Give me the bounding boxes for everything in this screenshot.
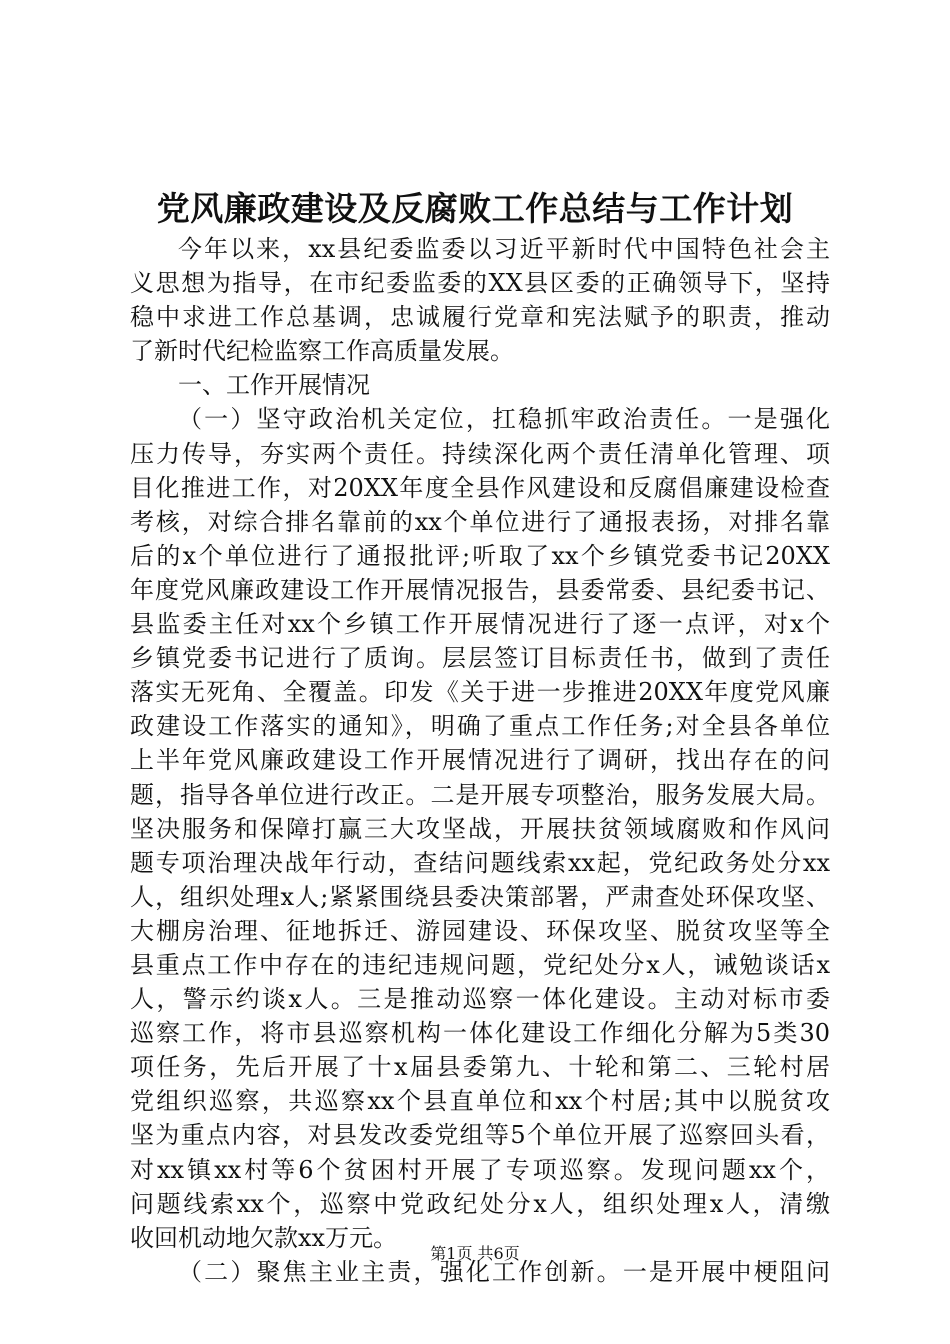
text-line: 了新时代纪检监察工作高质量发展。: [130, 337, 514, 366]
text-line: 今年以来，xx县纪委监委以习近平新时代中国特色社会主: [178, 235, 830, 263]
text-line: 年度党风廉政建设工作开展情况报告，县委常委、县纪委书记、: [130, 575, 830, 604]
text-line: 压力传导，夯实两个责任。持续深化两个责任清单化管理、项: [130, 439, 830, 468]
text-line: 项任务，先后开展了十x届县委第九、十轮和第二、三轮村居: [130, 1053, 830, 1082]
section-heading: 一、工作开展情况: [178, 371, 370, 400]
text-line: 党组织巡察，共巡察xx个县直单位和xx个村居;其中以脱贫攻: [130, 1087, 830, 1116]
page-footer: 第1页 共6页: [430, 1244, 520, 1263]
text-line: 人，组织处理x人;紧紧围绕县委决策部署，严肃查处环保攻坚、: [130, 882, 830, 911]
text-line: 题专项治理决战年行动，查结问题线索xx起，党纪政务处分xx: [130, 848, 830, 877]
text-line: 坚决服务和保障打赢三大攻坚战，开展扶贫领域腐败和作风问: [130, 814, 830, 843]
text-line: 落实无死角、全覆盖。印发《关于进一步推进20XX年度党风廉: [130, 678, 830, 707]
text-line: 大棚房治理、征地拆迁、游园建设、环保攻坚、脱贫攻坚等全: [130, 916, 830, 945]
text-line: 问题线索xx个，巡察中党政纪处分x人，组织处理x人，清缴: [130, 1189, 830, 1218]
text-line: 坚为重点内容，对县发改委党组等5个单位开展了巡察回头看，: [130, 1121, 830, 1150]
text-line: 收回机动地欠款xx万元。: [130, 1223, 398, 1252]
document-body: [130, 232, 830, 1289]
text-line: 考核，对综合排名靠前的xx个单位进行了通报表扬，对排名靠: [130, 507, 830, 536]
text-line: 目化推进工作，对20XX年度全县作风建设和反腐倡廉建设检查: [130, 473, 830, 502]
text-line: 政建设工作落实的通知》，明确了重点工作任务;对全县各单位: [130, 712, 830, 741]
text-line: （二）聚焦主业主责，强化工作创新。一是开展中梗阻问: [178, 1257, 830, 1286]
text-line: 义思想为指导，在市纪委监委的XX县区委的正确领导下，坚持: [130, 269, 830, 298]
text-line: （一）坚守政治机关定位，扛稳抓牢政治责任。一是强化: [178, 405, 830, 434]
text-line: 上半年党风廉政建设工作开展情况进行了调研，找出存在的问: [130, 746, 830, 775]
text-line: 县监委主任对xx个乡镇工作开展情况进行了逐一点评，对x个: [130, 610, 830, 639]
text-line: 巡察工作，将市县巡察机构一体化建设工作细化分解为5类30: [130, 1019, 830, 1048]
text-line: 题，指导各单位进行改正。二是开展专项整治，服务发展大局。: [130, 780, 830, 809]
text-line: 乡镇党委书记进行了质询。层层签订目标责任书，做到了责任: [130, 644, 830, 673]
document-title: 党风廉政建设及反腐败工作总结与工作计划: [156, 189, 794, 228]
text-line: 后的x个单位进行了通报批评;听取了xx个乡镇党委书记20XX: [130, 541, 830, 570]
text-line: 人，警示约谈x人。三是推动巡察一体化建设。主动对标市委: [130, 985, 830, 1014]
text-line: 对xx镇xx村等6个贫困村开展了专项巡察。发现问题xx个，: [130, 1155, 830, 1184]
text-line: 县重点工作中存在的违纪违规问题，党纪处分x人，诫勉谈话x: [130, 950, 830, 979]
text-line: 稳中求进工作总基调，忠诚履行党章和宪法赋予的职责，推动: [130, 303, 830, 332]
